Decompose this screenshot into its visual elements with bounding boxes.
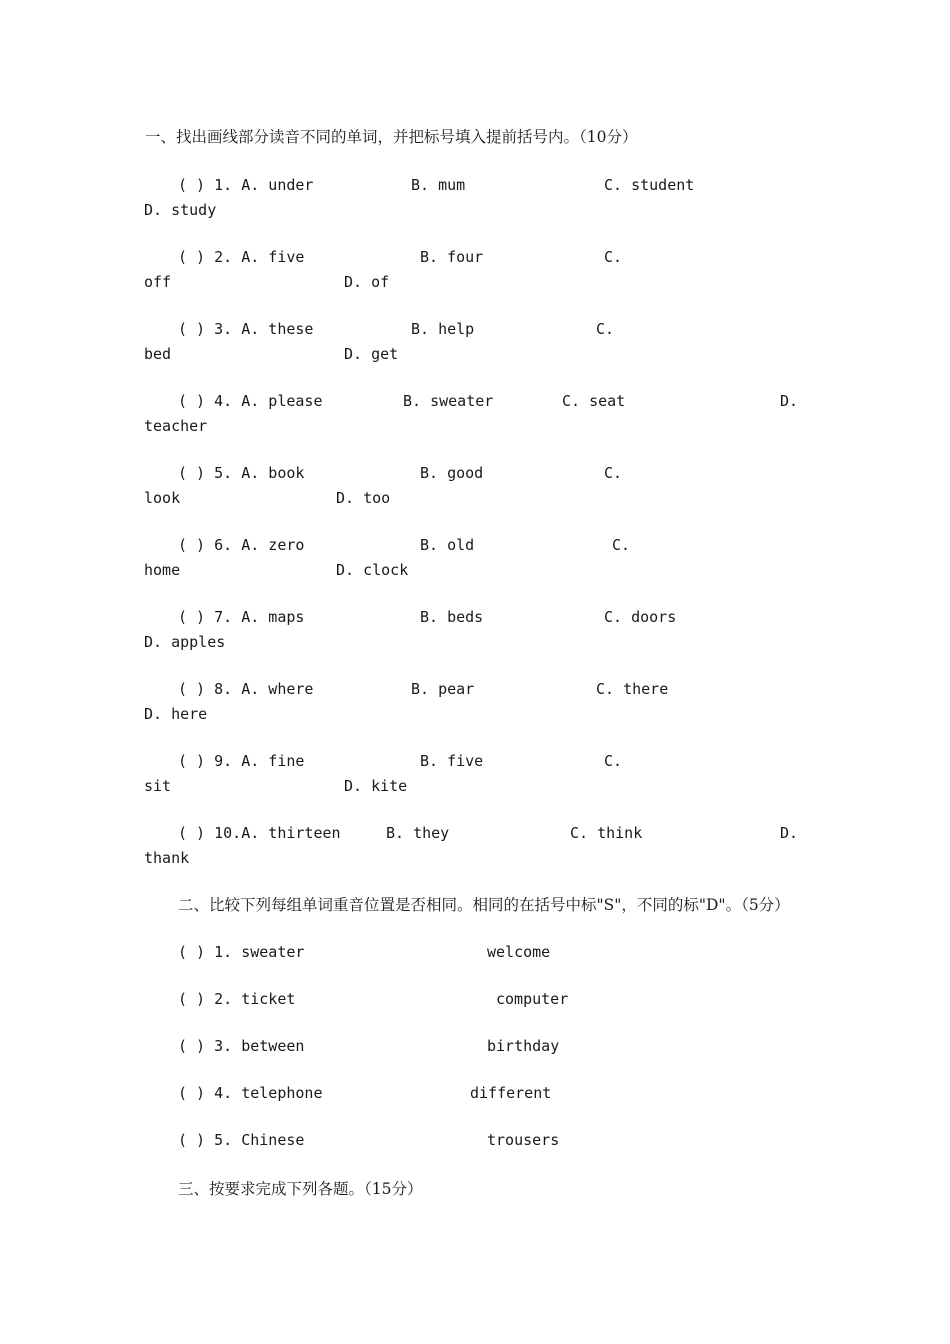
s2-q1-left: ( ) 1. sweater xyxy=(178,943,305,961)
s1-q9-option-c: C. xyxy=(604,752,623,770)
s1-q2-option-c-word: off xyxy=(144,273,172,291)
s1-q2-option-d: D. of xyxy=(344,273,390,291)
s1-q3-option-c-word: bed xyxy=(144,345,172,363)
s1-q5-option-b: B. good xyxy=(420,464,484,482)
s1-q1-stem: ( ) 1. A. under xyxy=(178,176,314,194)
s1-q9-option-b: B. five xyxy=(420,752,484,770)
s1-q2-option-b: B. four xyxy=(420,248,484,266)
s1-q7-stem: ( ) 7. A. maps xyxy=(178,608,305,626)
s1-q4-option-c: C. seat xyxy=(562,392,626,410)
s2-q4-left: ( ) 4. telephone xyxy=(178,1084,323,1102)
s1-q8-option-c: C. there xyxy=(596,680,669,698)
s1-q6-stem: ( ) 6. A. zero xyxy=(178,536,305,554)
s1-q4-option-d-word: teacher xyxy=(144,417,208,435)
s1-q10-option-d: D. xyxy=(780,824,799,842)
s1-q3-option-b: B. help xyxy=(411,320,475,338)
s1-q9-option-d: D. kite xyxy=(344,777,408,795)
s1-q4-option-b: B. sweater xyxy=(403,392,494,410)
s1-q5-stem: ( ) 5. A. book xyxy=(178,464,305,482)
s1-q5-option-c: C. xyxy=(604,464,623,482)
s1-q5-option-d: D. too xyxy=(336,489,391,507)
s2-q3-right: birthday xyxy=(487,1037,560,1055)
section1-heading: 一、找出画线部分读音不同的单词，并把标号填入提前括号内。（10分） xyxy=(145,128,638,146)
s1-q6-option-c: C. xyxy=(612,536,631,554)
s1-q7-option-c: C. doors xyxy=(604,608,677,626)
s1-q10-option-c: C. think xyxy=(570,824,643,842)
s1-q3-option-d: D. get xyxy=(344,345,399,363)
s1-q6-option-c-word: home xyxy=(144,561,181,579)
s2-q1-right: welcome xyxy=(487,943,551,961)
s1-q8-option-b: B. pear xyxy=(411,680,475,698)
s2-q2-right: computer xyxy=(496,990,569,1008)
section3-heading: 三、按要求完成下列各题。（15分） xyxy=(178,1180,423,1198)
s1-q1-option-d: D. study xyxy=(144,201,217,219)
s1-q6-option-b: B. old xyxy=(420,536,475,554)
s1-q6-option-d: D. clock xyxy=(336,561,409,579)
s1-q5-option-c-word: look xyxy=(144,489,181,507)
s1-q3-option-c: C. xyxy=(596,320,615,338)
s1-q8-option-d: D. here xyxy=(144,705,208,723)
s1-q4-stem: ( ) 4. A. please xyxy=(178,392,323,410)
s2-q5-right: trousers xyxy=(487,1131,560,1149)
s2-q3-left: ( ) 3. between xyxy=(178,1037,305,1055)
s2-q2-left: ( ) 2. ticket xyxy=(178,990,296,1008)
s1-q10-stem: ( ) 10.A. thirteen xyxy=(178,824,341,842)
s1-q9-option-c-word: sit xyxy=(144,777,172,795)
s1-q1-option-b: B. mum xyxy=(411,176,466,194)
section2-heading: 二、比较下列每组单词重音位置是否相同。相同的在括号中标"S"，不同的标"D"。（5分） xyxy=(178,896,790,914)
s1-q4-option-d: D. xyxy=(780,392,799,410)
s1-q10-option-d-word: thank xyxy=(144,849,190,867)
s1-q10-option-b: B. they xyxy=(386,824,450,842)
s1-q7-option-d: D. apples xyxy=(144,633,226,651)
s1-q9-stem: ( ) 9. A. fine xyxy=(178,752,305,770)
s2-q4-right: different xyxy=(470,1084,552,1102)
s1-q1-option-c: C. student xyxy=(604,176,695,194)
s1-q7-option-b: B. beds xyxy=(420,608,484,626)
s1-q2-stem: ( ) 2. A. five xyxy=(178,248,305,266)
s2-q5-left: ( ) 5. Chinese xyxy=(178,1131,305,1149)
s1-q8-stem: ( ) 8. A. where xyxy=(178,680,314,698)
s1-q2-option-c: C. xyxy=(604,248,623,266)
s1-q3-stem: ( ) 3. A. these xyxy=(178,320,314,338)
